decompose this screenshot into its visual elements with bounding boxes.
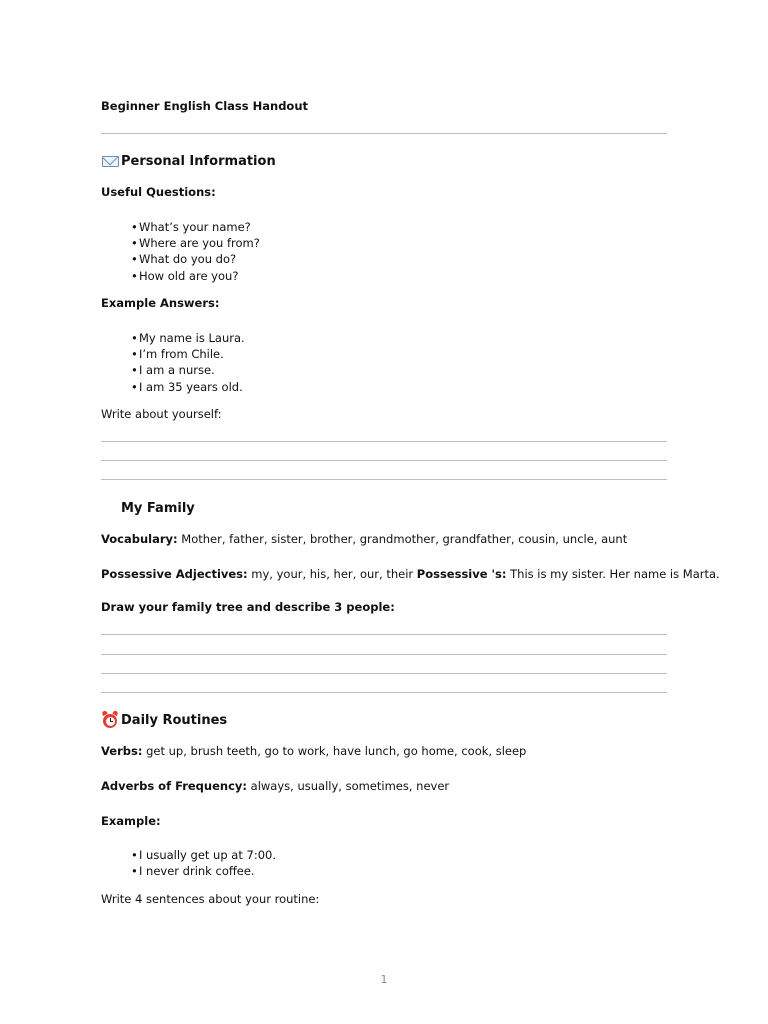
- family-icon: [101, 500, 121, 516]
- possessive-adjectives-label: Possessive Adjectives:: [101, 567, 248, 581]
- section-heading-label: Personal Information: [121, 153, 276, 169]
- document-title: Beginner English Class Handout: [101, 99, 309, 113]
- possessive-s-text: This is my sister. Her name is Marta.: [506, 567, 720, 581]
- write-about-yourself-prompt: Write about yourself:: [101, 407, 222, 421]
- writing-line: [101, 692, 667, 693]
- list-item: • I am 35 years old.: [131, 379, 245, 395]
- verbs-label: Verbs:: [101, 744, 143, 758]
- list-item: • I am a nurse.: [131, 362, 245, 378]
- list-item: • My name is Laura.: [131, 330, 245, 346]
- useful-questions-list: [131, 219, 260, 284]
- section-heading-personal-information: [101, 153, 276, 169]
- writing-line: [101, 441, 667, 442]
- family-tree-prompt: Draw your family tree and describe 3 people:: [101, 600, 395, 614]
- possessive-s-label: Possessive 's:: [416, 567, 507, 581]
- adverbs-label: Adverbs of Frequency:: [101, 779, 247, 793]
- list-item: • What do you do?: [131, 251, 260, 267]
- list-item: • I usually get up at 7:00.: [131, 847, 276, 863]
- section-heading-label: My Family: [121, 500, 195, 516]
- routine-examples-list: [131, 847, 276, 879]
- section-heading-my-family: [101, 500, 195, 516]
- verbs-line: [101, 744, 526, 758]
- useful-questions-label: Useful Questions:: [101, 185, 216, 199]
- possessive-adjectives-text: my, your, his, her, our, their: [247, 567, 417, 581]
- verbs-text: get up, brush teeth, go to work, have lunch, go home, cook, sleep: [142, 744, 527, 758]
- writing-line: [101, 460, 667, 461]
- list-item: • I never drink coffee.: [131, 863, 276, 879]
- writing-line: [101, 634, 667, 635]
- section-heading-label: Daily Routines: [121, 712, 228, 728]
- possessives-line: [101, 567, 720, 581]
- list-item: • What’s your name?: [131, 219, 260, 235]
- list-item: • How old are you?: [131, 268, 260, 284]
- vocabulary-line: [101, 532, 627, 546]
- list-item: • Where are you from?: [131, 235, 260, 251]
- vocabulary-text: Mother, father, sister, brother, grandmother, grandfather, cousin, uncle, aunt: [177, 532, 628, 546]
- list-item: • I’m from Chile.: [131, 346, 245, 362]
- writing-line: [101, 654, 667, 655]
- example-label: Example:: [101, 814, 161, 828]
- section-heading-daily-routines: [101, 712, 227, 728]
- routine-prompt: Write 4 sentences about your routine:: [101, 892, 320, 906]
- adverbs-text: always, usually, sometimes, never: [247, 779, 450, 793]
- example-answers-label: Example Answers:: [101, 296, 220, 310]
- writing-line: [101, 673, 667, 674]
- alarm-clock-icon: [101, 712, 121, 728]
- vocabulary-label: Vocabulary:: [101, 532, 178, 546]
- writing-line: [101, 479, 667, 480]
- envelope-icon: [101, 153, 121, 169]
- example-answers-list: [131, 330, 245, 395]
- adverbs-line: [101, 779, 449, 793]
- title-divider: [101, 133, 667, 134]
- page-number: 1: [380, 973, 388, 986]
